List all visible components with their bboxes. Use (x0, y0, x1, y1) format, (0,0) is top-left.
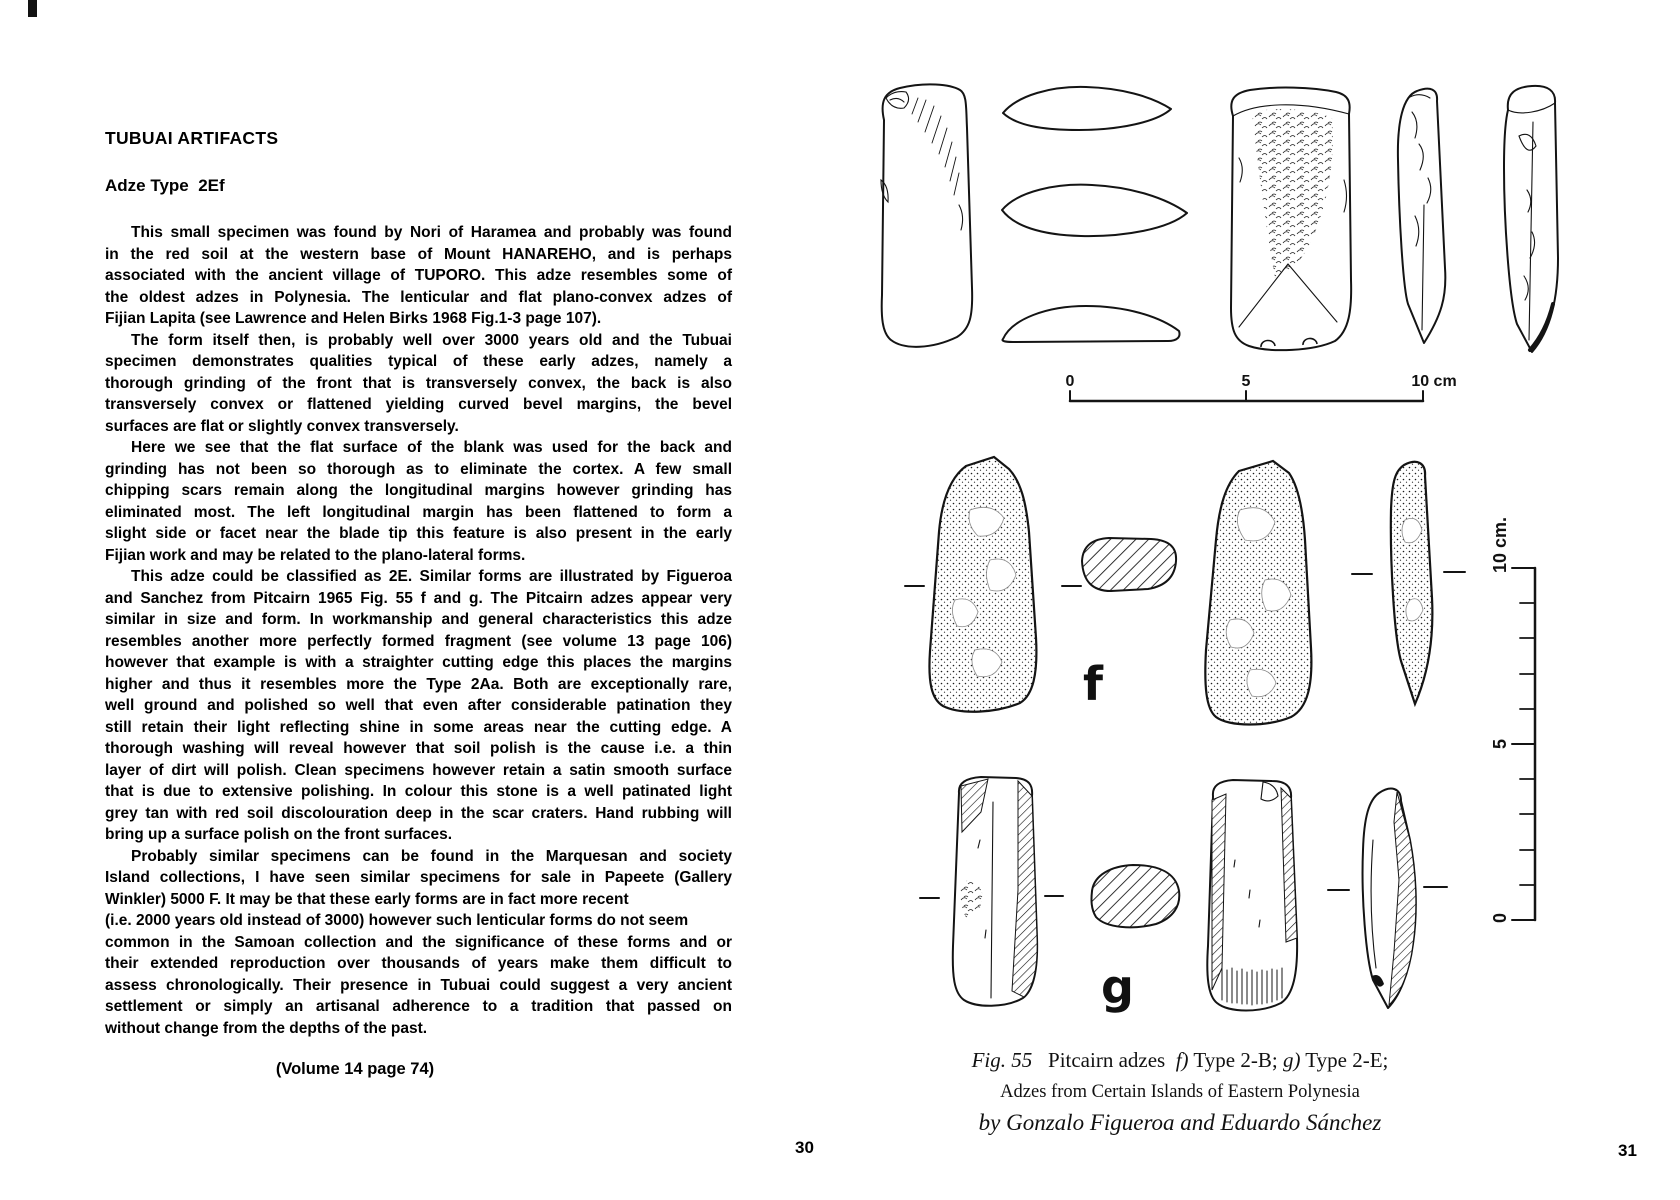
adze-f-front-drawing (905, 457, 1081, 712)
text-line: in the red soil at the western base of Mount HANAREHO, and is perhaps (105, 245, 732, 263)
text-line: The form itself then, is probably well over 3000 years old and the Tubuai (131, 331, 732, 349)
figure-caption (890, 1048, 1470, 1136)
scan-artifact (28, 0, 37, 17)
text-line: This adze could be classified as 2E. Similar forms are illustrated by Figueroa (131, 568, 732, 585)
cross-section-ovals-drawing (1002, 87, 1187, 342)
paragraph (105, 846, 732, 1040)
adze-f-back-drawing (1205, 461, 1311, 725)
figure-illustration (820, 40, 1680, 1050)
text-line: well ground and polished so well that even after considerable patination they (105, 697, 732, 714)
text-line: their extended reproduction over thousands of years make them difficult to (105, 955, 732, 972)
adze-side-profile-drawing (1398, 89, 1445, 343)
paragraph (105, 330, 732, 438)
adze-g-cross-section-drawing (1091, 865, 1179, 927)
adze-g-back-drawing (1207, 780, 1297, 1011)
text-line: the oldest adzes in Polynesia. The lenticular and flat plano-convex adzes of (105, 288, 732, 306)
figure-label-f: f (1083, 657, 1104, 711)
figure-label-g: g (1101, 960, 1134, 1014)
adze-g-profile-drawing (1328, 789, 1447, 1008)
text-line: This small specimen was found by Nori of Haramea and probably was found (131, 224, 732, 241)
scale-tick-label-10cm: 10 cm (1411, 373, 1457, 390)
text-line: still retain their light reflecting shine in some areas near the cutting edge. A (105, 718, 732, 736)
text-line: Winkler) 5000 F. It may be that these early forms are in fact more recent (105, 890, 629, 908)
adze-front-outline-drawing (881, 84, 972, 346)
caption-line-3: by Gonzalo Figueroa and Eduardo Sánchez (978, 1110, 1382, 1135)
text-line: similar in size and form. In workmanship and general characteristics this adze (105, 611, 732, 628)
text-line: thorough grinding of the front that is transversely convex, the back is also (105, 374, 732, 392)
text-line: grey tan with red soil discolouration deep in the scar craters. Hand rubbing will (105, 804, 732, 822)
adze-f-profile-drawing (1352, 462, 1465, 704)
text-line: surfaces are flat or slightly convex transversely. (105, 417, 459, 435)
text-line: that is due to extensive polishing. In colour this stone is a well patinated light (105, 783, 732, 800)
text-line: transversely convex or flattened yielding curved bevel margins, the bevel (105, 396, 732, 413)
text-line: Fijian work and may be related to the plano-lateral forms. (105, 546, 526, 564)
paragraph (105, 222, 732, 330)
adze-front-stippled-drawing (1231, 88, 1351, 351)
caption-segment: Pitcairn adzes (1032, 1048, 1176, 1072)
paragraph (105, 437, 732, 566)
volume-footnote: (Volume 14 page 74) (275, 1060, 435, 1078)
scale-tick-label-5: 5 (1241, 373, 1251, 390)
section-heading: Adze Type 2Ef (105, 176, 225, 195)
vscale-label-10cm: 10 cm. (1490, 516, 1510, 574)
text-line: resembles another more perfectly formed fragment (see volume 13 page 106) (105, 632, 732, 650)
text-line: eliminated most. The left longitudinal margin has been flattened to form a (105, 503, 732, 521)
vscale-label-5: 5 (1490, 738, 1510, 750)
vertical-scale-bar (1490, 517, 1535, 923)
adze-f-cross-section-drawing (1082, 538, 1176, 591)
text-line: assess chronologically. Their presence in Tubuai could suggest a very ancient (105, 976, 732, 994)
caption-line-2: Adzes from Certain Islands of Eastern Polynesia (1000, 1082, 1360, 1102)
text-line: common in the Samoan collection and the significance of these forms and or (105, 933, 732, 951)
paragraph (105, 566, 732, 846)
text-line: Here we see that the flat surface of the blank was used for the back and (131, 439, 732, 456)
adze-side-profile-2-drawing (1504, 86, 1558, 352)
text-line: Island collections, I have seen similar specimens for sale in Papeete (Gallery (105, 869, 732, 886)
text-line: associated with the ancient village of TUPORO. This adze resembles some of (105, 267, 732, 284)
page-number-left: 30 (795, 1138, 814, 1157)
caption-segment: Fig. 55 (971, 1048, 1033, 1072)
caption-segment: Type 2-E; (1300, 1048, 1389, 1072)
caption-line-1 (890, 1048, 1470, 1073)
text-line: higher and thus it resembles more the Type 2Aa. Both are exceptionally rare, (105, 675, 732, 693)
page-number-right: 31 (1618, 1141, 1637, 1160)
text-line: however that example is with a straighter cutting edge this places the margins (105, 654, 732, 671)
left-page-text-column (105, 128, 732, 1079)
text-line: (i.e. 2000 years old instead of 3000) however such lenticular forms do not seem (105, 912, 689, 929)
adze-g-front-drawing (920, 777, 1063, 1006)
text-line: settlement or simply an artisanal adherence to a tradition that passed on (105, 998, 732, 1015)
text-line: without change from the depths of the past. (105, 1019, 428, 1037)
text-line: Fijian Lapita (see Lawrence and Helen Birks 1968 Fig.1-3 page 107). (105, 310, 602, 327)
text-line: grinding has not been so thorough as to eliminate the cortex. A few small (105, 460, 732, 478)
caption-segment: Type 2-B; (1188, 1048, 1283, 1072)
text-line: thorough washing will reveal however that soil polish is the cause i.e. a thin (105, 740, 732, 757)
scale-tick-label-0: 0 (1065, 373, 1075, 390)
text-line: Probably similar specimens can be found in the Marquesan and society (131, 847, 732, 865)
body-text (105, 222, 732, 1039)
vscale-label-0: 0 (1490, 912, 1510, 924)
caption-segment: f) (1175, 1048, 1189, 1072)
text-line: and Sanchez from Pitcairn 1965 Fig. 55 f and g. The Pitcairn adzes appear very (105, 589, 732, 607)
horizontal-scale-bar (1066, 373, 1457, 401)
caption-segment: g) (1282, 1048, 1301, 1072)
text-line: layer of dirt will polish. Clean specimens however retain a satin smooth surface (105, 761, 732, 779)
text-line: bring up a surface polish on the front surfaces. (105, 826, 453, 843)
text-line: specimen demonstrates qualities typical of these early adzes, namely a (105, 353, 732, 370)
page-title: TUBUAI ARTIFACTS (105, 128, 279, 148)
text-line: chipping scars remain along the longitudinal margins however grinding has (105, 482, 732, 499)
text-line: slight side or facet near the blade tip this feature is also present in the early (105, 525, 732, 542)
